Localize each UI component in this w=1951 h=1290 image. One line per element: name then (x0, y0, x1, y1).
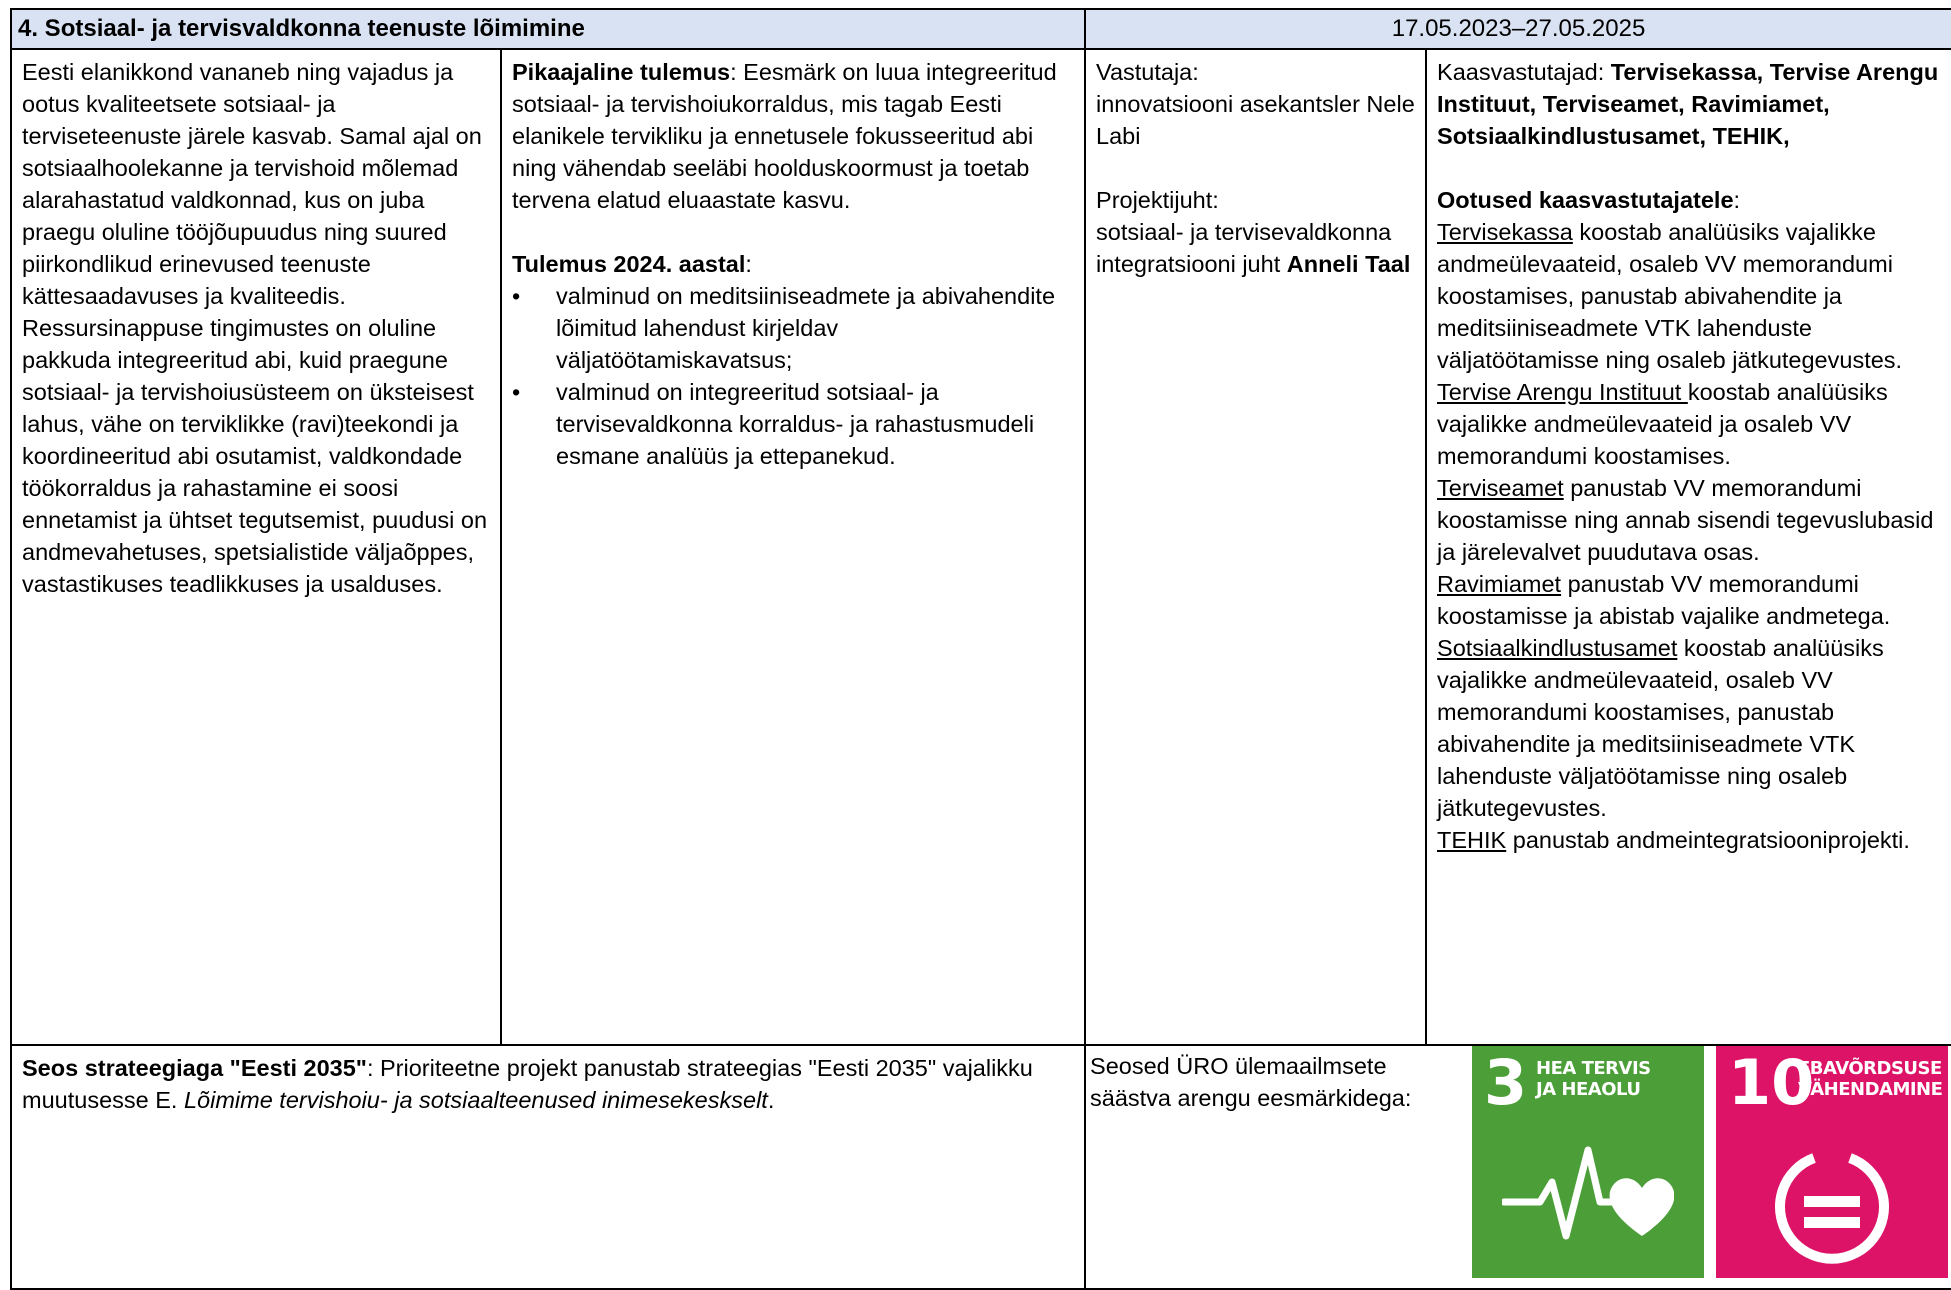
long-term-text: : Eesmärk on luua integreeritud sotsiaal- ja tervishoiukorraldus, mis tagab Eesti elanikele tervikliku ja ennetusele fokusseeritud abi ning vähendab seeläbi hoolduskoormust ja toetab tervena elatud eluaastate kasvu. (512, 59, 1057, 213)
heartbeat-icon (1502, 1132, 1674, 1252)
footer-row (11, 1045, 1951, 1289)
expectations-heading (1437, 184, 1941, 216)
expectation-sotsiaalkindlustusamet (1437, 632, 1941, 824)
year-outcome-heading (512, 248, 1074, 280)
body-row (11, 49, 1951, 1045)
sdg-title-line: HEA TERVIS (1536, 1058, 1651, 1079)
expectation-tai (1437, 376, 1941, 472)
project-title: 4. Sotsiaal- ja tervisvaldkonna teenuste lõimimine (11, 9, 1085, 49)
org-expectation: panustab VV memorandumi koostamisse ning annab sisendi tegevuslubasid ja järelevalvet puudutava osas. (1437, 475, 1934, 565)
equality-icon (1746, 1132, 1918, 1272)
org-expectation: panustab andmeintegratsiooniprojekti. (1506, 827, 1910, 853)
sdg-3-tile (1472, 1046, 1704, 1278)
co-responsible-names: Tervisekassa, Tervise Arengu Instituut, Terviseamet, Ravimiamet, Sotsiaalkindlustusamet, TEHIK, (1437, 59, 1939, 149)
sdg-label: Seosed ÜRO ülemaailmsete säästva arengu eesmärkidega: (1090, 1053, 1412, 1111)
org-name: Tervise Arengu Instituut (1437, 379, 1688, 405)
project-table (10, 8, 1951, 1290)
expectation-tervisekassa (1437, 216, 1941, 376)
context-cell (11, 49, 501, 1045)
org-name: TEHIK (1437, 827, 1507, 853)
expectations-colon: : (1733, 187, 1741, 213)
sdg-cell (1085, 1045, 1951, 1289)
outcome-cell (501, 49, 1085, 1045)
org-name: Terviseamet (1437, 475, 1564, 501)
strategy-cell (11, 1045, 1085, 1289)
strategy-text: : Prioriteetne projekt panustab strateegias "Eesti 2035" vajalikku muutusesse E. (22, 1055, 1033, 1113)
org-expectation: koostab analüüsiks vajalikke andmeülevaateid, osaleb VV memorandumi koostamises, panustab abivahendite ja meditsiiniseadmete VTK lahenduste väljatöötamisse ning osaleb jätkutegevustes. (1437, 635, 1884, 821)
project-period: 17.05.2023–27.05.2025 (1085, 9, 1951, 49)
strategy-change: Lõimime tervishoiu- ja sotsiaalteenused inimesekeskselt (183, 1087, 768, 1113)
co-responsible-heading (1437, 56, 1941, 152)
list-item: • valminud on integreeritud sotsiaal- ja tervisevaldkonna korraldus- ja rahastusmudeli esmane analüüs ja ettepanekud. (512, 376, 1074, 472)
org-expectation: koostab analüüsiks vajalikke andmeülevaateid ja osaleb VV memorandumi koostamises. (1437, 379, 1888, 469)
sdg-number: 3 (1484, 1046, 1528, 1119)
expectation-terviseamet (1437, 472, 1941, 568)
year-outcome-label: Tulemus 2024. aastal (512, 251, 746, 277)
expectations-label: Ootused kaasvastutajatele (1437, 187, 1734, 213)
strategy-end: . (767, 1087, 775, 1113)
year-outcome-colon: : (745, 251, 752, 277)
sdg-number: 10 (1728, 1046, 1815, 1119)
project-manager-role: sotsiaal- ja tervisevaldkonna integratsiooni juht (1096, 219, 1392, 277)
header-row (11, 9, 1951, 49)
expectation-ravimiamet (1437, 568, 1941, 632)
org-name: Sotsiaalkindlustusamet (1437, 635, 1678, 661)
long-term-label: Pikaajaline tulemus (512, 59, 731, 85)
sdg-10-tile (1716, 1046, 1948, 1278)
responsible-value: innovatsiooni asekantsler Nele Labi (1096, 91, 1415, 149)
sdg-title (1536, 1058, 1651, 1100)
list-item: • valminud on meditsiiniseadmete ja abivahendite lõimitud lahendust kirjeldav väljatöötamiskavatsus; (512, 280, 1074, 376)
project-manager-label: Projektijuht: (1096, 187, 1219, 213)
org-name: Tervisekassa (1437, 219, 1573, 245)
long-term-outcome (512, 56, 1074, 216)
co-responsible-cell (1426, 49, 1951, 1045)
co-responsible-label: Kaasvastutajad: (1437, 59, 1611, 85)
outcome-list (512, 280, 1074, 472)
sdg-title-line: JA HEAOLU (1536, 1079, 1641, 1100)
strategy-link (22, 1052, 1074, 1116)
project-manager-value (1096, 216, 1415, 280)
sdg-title (1798, 1058, 1942, 1100)
sdg-title-line: EBAVÕRDSUSE (1798, 1058, 1942, 1079)
org-expectation: koostab analüüsiks vajalikke andmeülevaateid, osaleb VV memorandumi koostamises, panustab abivahendite ja meditsiiniseadmete VTK lahenduste väljatöötamisse ning osaleb jätkutegevustes. (1437, 219, 1903, 373)
project-manager-name: Anneli Taal (1286, 251, 1411, 277)
org-expectation: panustab VV memorandumi koostamisse ja abistab vajalike andmetega. (1437, 571, 1891, 629)
strategy-label: Seos strateegiaga "Eesti 2035" (22, 1055, 367, 1081)
org-name: Ravimiamet (1437, 571, 1562, 597)
responsible-label: Vastutaja: (1096, 59, 1199, 85)
project-card (10, 8, 1951, 1238)
responsible-cell (1085, 49, 1426, 1045)
expectation-tehik (1437, 824, 1941, 856)
context-text: Eesti elanikkond vananeb ning vajadus ja ootus kvaliteetsete sotsiaal- ja terviseteenuste järele kasvab. Samal ajal on sotsiaalhoolekanne ja tervishoid mõlemad alarahastatud valdkonnad, kus on juba praegu oluline tööjõupuudus ning suured piirkondlikud erinevused teenuste kättesaadavuses ja kvaliteedis. Ressursinappuse tingimustes on oluline pakkuda integreeritud abi, kuid praegune sotsiaal- ja tervishoiusüsteem on üksteisest lahus, vähe on terviklikke (ravi)teekondi ja koordineeritud abi osutamist, valdkondade töökorraldus ja rahastamine ei soosi ennetamist ja ühtset tegutsemist, puudusi on andmevahetuses, spetsialistide väljaõppes, vastastikuses teadlikkuses ja usalduses. (22, 59, 488, 597)
sdg-title-line: VÄHENDAMINE (1798, 1079, 1943, 1100)
